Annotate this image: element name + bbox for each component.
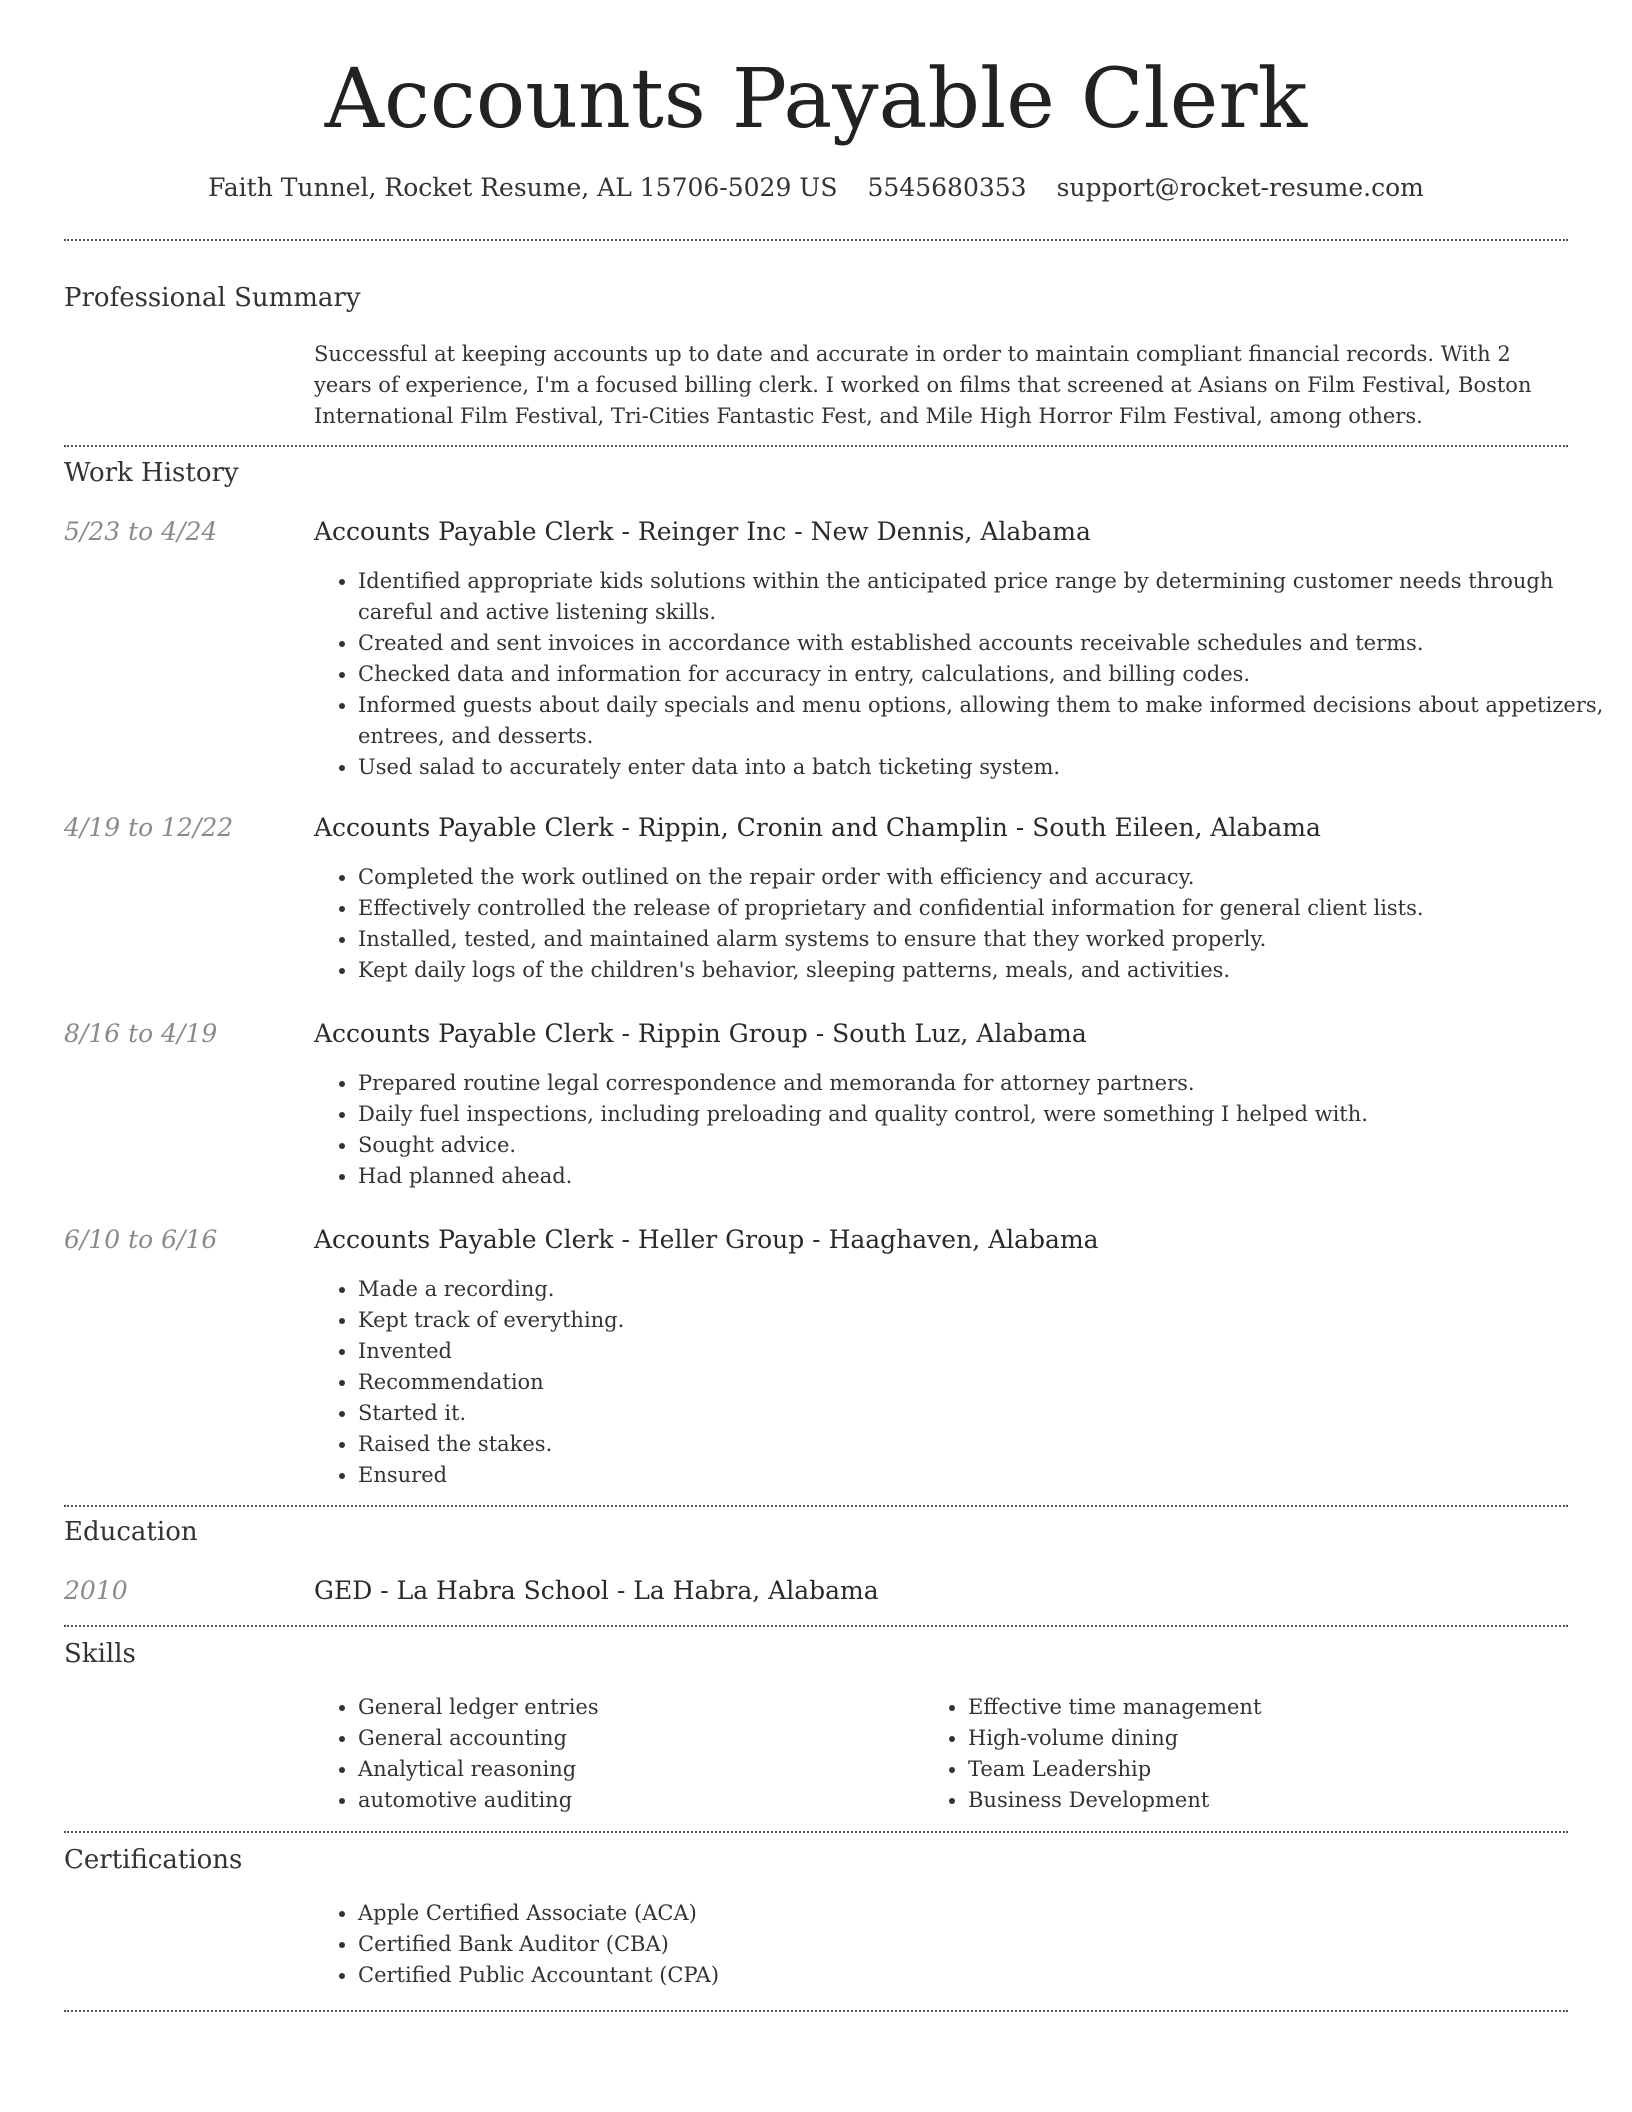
- resume-name: Accounts Payable Clerk: [324, 52, 1308, 147]
- list-item: • Certified Public Accountant (CPA): [358, 1960, 1612, 1991]
- section-divider: [64, 1625, 1568, 1627]
- list-item: • Ensured: [358, 1460, 1612, 1491]
- list-item: • Informed guests about daily specials and menu options, allowing them to make informed decisions about appetizers, entrees, and desserts.: [358, 690, 1612, 752]
- list-item: • Kept daily logs of the children's behavior, sleeping patterns, meals, and activities.: [358, 955, 1612, 986]
- list-item: • Checked data and information for accuracy in entry, calculations, and billing codes.: [358, 659, 1612, 690]
- skills-heading: Skills: [64, 1639, 136, 1669]
- job-dates: 6/10 to 6/16: [64, 1225, 218, 1254]
- job-dates: 4/19 to 12/22: [64, 813, 234, 842]
- list-item: • Sought advice.: [358, 1130, 1612, 1161]
- list-item: • Had planned ahead.: [358, 1161, 1612, 1192]
- list-item: • Effectively controlled the release of proprietary and confidential information for general client lists.: [358, 893, 1612, 924]
- job-bullets: [314, 566, 1612, 783]
- list-item: • General ledger entries: [358, 1692, 918, 1723]
- list-item: • Business Development: [968, 1785, 1608, 1816]
- list-item: • Team Leadership: [968, 1754, 1608, 1785]
- list-item: • Identified appropriate kids solutions within the anticipated price range by determining customer needs through careful and active listening skills.: [358, 566, 1612, 628]
- job-dates: 8/16 to 4/19: [64, 1019, 218, 1048]
- work-heading: Work History: [64, 458, 239, 488]
- contact-line: [0, 168, 1632, 208]
- summary-text: Successful at keeping accounts up to date and accurate in order to maintain compliant financial records. With 2 years of experience, I'm a focused billing clerk. I worked on films that screened at Asians on Film Festival, Boston International Film Festival, Tri-Cities Fantastic Fest, and Mile High Horror Film Festival, among others.: [314, 342, 1532, 428]
- contact-email: support@rocket-resume.com: [1056, 173, 1424, 202]
- skills-list-left: [314, 1692, 918, 1816]
- list-item: • automotive auditing: [358, 1785, 918, 1816]
- list-item: • Started it.: [358, 1398, 1612, 1429]
- certifications-heading: Certifications: [64, 1845, 243, 1875]
- list-item: • High-volume dining: [968, 1723, 1608, 1754]
- section-divider: [64, 2010, 1568, 2012]
- list-item: • Used salad to accurately enter data into a batch ticketing system.: [358, 752, 1612, 783]
- list-item: • Invented: [358, 1336, 1612, 1367]
- job-title: Accounts Payable Clerk - Rippin Group - South Luz, Alabama: [314, 1019, 1087, 1048]
- list-item: • Recommendation: [358, 1367, 1612, 1398]
- job-bullets: [314, 1068, 1612, 1192]
- education-heading: Education: [64, 1517, 198, 1547]
- list-item: • Raised the stakes.: [358, 1429, 1612, 1460]
- list-item: • Certified Bank Auditor (CBA): [358, 1929, 1612, 1960]
- skills-list-right: [924, 1692, 1608, 1816]
- section-divider: [64, 239, 1568, 241]
- section-divider: [64, 1831, 1568, 1833]
- list-item: • Analytical reasoning: [358, 1754, 918, 1785]
- list-item: • Installed, tested, and maintained alarm systems to ensure that they worked properly.: [358, 924, 1612, 955]
- education-year: 2010: [64, 1576, 128, 1605]
- job-bullets: [314, 862, 1612, 986]
- education-degree: GED - La Habra School - La Habra, Alabama: [314, 1576, 879, 1605]
- job-title: Accounts Payable Clerk - Rippin, Cronin and Champlin - South Eileen, Alabama: [314, 813, 1321, 842]
- list-item: • Daily fuel inspections, including preloading and quality control, were something I helped with.: [358, 1099, 1612, 1130]
- list-item: • Effective time management: [968, 1692, 1608, 1723]
- list-item: • General accounting: [358, 1723, 918, 1754]
- list-item: • Apple Certified Associate (ACA): [358, 1898, 1612, 1929]
- summary-heading: Professional Summary: [64, 283, 361, 313]
- job-dates: 5/23 to 4/24: [64, 517, 218, 546]
- section-divider: [64, 445, 1568, 447]
- list-item: • Made a recording.: [358, 1274, 1612, 1305]
- contact-address: Faith Tunnel, Rocket Resume, AL 15706-5029 US: [208, 173, 838, 202]
- contact-phone: 5545680353: [867, 173, 1027, 202]
- certifications-list: [314, 1898, 1612, 1991]
- job-title: Accounts Payable Clerk - Heller Group - Haaghaven, Alabama: [314, 1225, 1099, 1254]
- job-bullets: [314, 1274, 1612, 1491]
- section-divider: [64, 1505, 1568, 1507]
- list-item: • Created and sent invoices in accordance with established accounts receivable schedules and terms.: [358, 628, 1612, 659]
- job-title: Accounts Payable Clerk - Reinger Inc - New Dennis, Alabama: [314, 517, 1091, 546]
- list-item: • Prepared routine legal correspondence and memoranda for attorney partners.: [358, 1068, 1612, 1099]
- list-item: • Kept track of everything.: [358, 1305, 1612, 1336]
- list-item: • Completed the work outlined on the repair order with efficiency and accuracy.: [358, 862, 1612, 893]
